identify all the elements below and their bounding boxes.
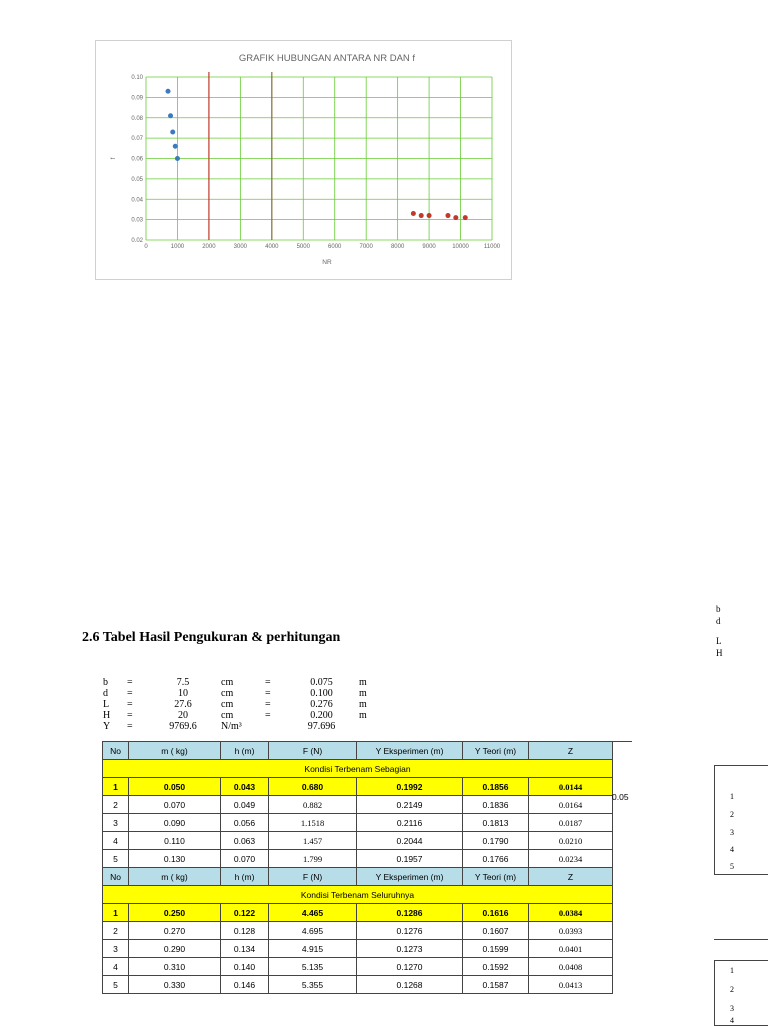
column-header: Y Teori (m) [463,742,529,760]
param-unit-m: m [359,688,367,699]
y-tick-label: 0.05 [131,176,143,183]
right-label: b [716,604,721,614]
x-tick-label: 8000 [390,244,405,250]
param-unit-cm: cm [221,677,234,688]
cell-z: 0.0144 [529,778,613,796]
section-title: Kondisi Terbenam Sebagian [103,760,613,778]
cell-y-exp: 0.1286 [357,904,463,922]
table-row [103,778,613,796]
chart-title: GRAFIK HUBUNGAN ANTARA NR DAN f [238,53,416,64]
param-unit-cm: cm [221,710,234,721]
cell-force: 4.915 [269,940,357,958]
cell-mass: 0.330 [129,976,221,994]
cell-mass: 0.310 [129,958,221,976]
x-tick-label: 10000 [452,244,469,250]
cell-y-theory: 0.1856 [463,778,529,796]
cell-no: 3 [103,940,129,958]
param-symbol: Y [103,721,111,732]
data-point [445,213,450,218]
param-symbol: H [103,710,111,721]
param-unit-m: m [359,699,367,710]
cell-h: 0.063 [221,832,269,850]
x-tick-label: 11000 [483,244,501,250]
cell-mass: 0.290 [129,940,221,958]
cell-force: 1.1518 [269,814,357,832]
section-row [103,886,613,904]
data-point [411,211,416,216]
results-table [102,741,613,994]
param-value-m: 0.075 [310,677,333,688]
table-row [103,832,613,850]
cell-y-exp: 0.2044 [357,832,463,850]
param-value-cm: 10 [178,688,188,699]
cutoff-table-2 [714,960,768,1026]
cell-mass: 0.090 [129,814,221,832]
cell-z: 0.0234 [529,850,613,868]
cell-y-theory: 0.1616 [463,904,529,922]
y-tick-label: 0.07 [131,136,143,143]
cell-y-exp: 0.1992 [357,778,463,796]
x-tick-label: 2000 [202,244,216,250]
cell-y-exp: 0.1957 [357,850,463,868]
cell-mass: 0.250 [129,904,221,922]
column-header: F (N) [269,742,357,760]
data-point [166,89,171,94]
cell-no: 1 [103,778,129,796]
y-tick-label: 0.04 [131,197,143,204]
cell-force: 5.135 [269,958,357,976]
table-edge-line [612,741,632,742]
cell-y-exp: 0.1270 [357,958,463,976]
x-tick-label: 0 [144,244,148,250]
cell-y-exp: 0.2149 [357,796,463,814]
cell-mass: 0.070 [129,796,221,814]
cell-h: 0.043 [221,778,269,796]
cell-no: 5 [103,976,129,994]
cell-y-theory: 0.1592 [463,958,529,976]
cell-h: 0.049 [221,796,269,814]
column-header: h (m) [221,742,269,760]
cell-force: 1.457 [269,832,357,850]
table-row [103,940,613,958]
cell-mass: 0.270 [129,922,221,940]
cell-y-theory: 0.1766 [463,850,529,868]
cell-no: 2 [103,796,129,814]
x-tick-label: 7000 [359,244,373,250]
cell-y-exp: 0.1276 [357,922,463,940]
cell-force: 4.465 [269,904,357,922]
param-equals: = [265,710,271,721]
y-tick-label: 0.03 [131,217,143,224]
x-tick-label: 9000 [422,244,436,250]
cutoff-table-1 [714,765,768,875]
column-header: F (N) [269,868,357,886]
table-header-row [103,868,613,886]
cell-h: 0.070 [221,850,269,868]
section-heading: 2.6 Tabel Hasil Pengukuran & perhitungan [82,630,341,645]
cell-no: 4 [103,958,129,976]
cell-z: 0.0164 [529,796,613,814]
x-axis-label: NR [322,259,332,266]
param-value-cm: 9769.6 [169,721,197,732]
cell-force: 1.799 [269,850,357,868]
right-label: H [716,648,723,658]
cell-h: 0.056 [221,814,269,832]
param-equals: = [265,688,271,699]
param-value-cm: 20 [178,710,188,721]
y-tick-label: 0.08 [131,115,143,122]
param-unit-m: m [359,710,367,721]
data-point [168,113,173,118]
param-symbol: L [103,699,110,710]
y-tick-label: 0.09 [131,95,143,102]
cell-no: 2 [103,922,129,940]
side-note: 0.05 [612,792,629,802]
table-row [103,976,613,994]
right-label: d [716,616,721,626]
x-tick-label: 3000 [233,244,248,250]
cell-force: 0.680 [269,778,357,796]
column-header: Y Teori (m) [463,868,529,886]
param-equals: = [127,721,133,732]
cell-y-exp: 0.2116 [357,814,463,832]
param-value-m: 97.696 [307,721,336,732]
cell-y-exp: 0.1273 [357,940,463,958]
cell-y-theory: 0.1836 [463,796,529,814]
cell-z: 0.0393 [529,922,613,940]
cell-h: 0.146 [221,976,269,994]
y-axis-label: f [110,157,117,160]
cell-y-theory: 0.1790 [463,832,529,850]
cell-mass: 0.050 [129,778,221,796]
cell-y-exp: 0.1268 [357,976,463,994]
param-equals: = [127,688,133,699]
data-point [453,215,458,220]
param-equals: = [127,699,133,710]
param-unit-cm: N/m³ [221,721,242,732]
cell-z: 0.0413 [529,976,613,994]
cell-mass: 0.110 [129,832,221,850]
data-point [173,144,178,149]
column-header: Z [529,868,613,886]
cell-h: 0.134 [221,940,269,958]
y-tick-label: 0.02 [131,238,143,244]
param-value-m: 0.276 [310,699,333,710]
param-equals: = [265,677,271,688]
cell-h: 0.122 [221,904,269,922]
cell-force: 4.695 [269,922,357,940]
cell-z: 0.0408 [529,958,613,976]
param-equals: = [265,699,271,710]
cell-z: 0.0384 [529,904,613,922]
data-point [170,130,175,135]
cell-no: 4 [103,832,129,850]
x-tick-label: 1000 [170,244,185,250]
cell-no: 1 [103,904,129,922]
data-point [463,215,468,220]
column-header: No [103,868,129,886]
x-tick-label: 4000 [265,244,279,250]
table-row [103,904,613,922]
section-title: Kondisi Terbenam Seluruhnya [103,886,613,904]
cell-no: 3 [103,814,129,832]
param-symbol: b [103,677,108,688]
table-row [103,958,613,976]
x-tick-label: 6000 [328,244,342,250]
column-header: m ( kg) [129,868,221,886]
table-row [103,850,613,868]
right-label: L [716,636,722,646]
cell-mass: 0.130 [129,850,221,868]
param-symbol: d [103,688,108,699]
cell-y-theory: 0.1599 [463,940,529,958]
data-point [419,213,424,218]
param-unit-cm: cm [221,699,234,710]
cell-z: 0.0401 [529,940,613,958]
column-header: Z [529,742,613,760]
table-row [103,796,613,814]
friction-chart [95,40,512,280]
param-unit-cm: cm [221,688,234,699]
section-row [103,760,613,778]
column-header: Y Eksperimen (m) [357,868,463,886]
cell-force: 0.882 [269,796,357,814]
param-equals: = [127,677,133,688]
chart-svg [96,41,511,279]
param-value-cm: 27.6 [174,699,192,710]
cell-h: 0.128 [221,922,269,940]
cell-y-theory: 0.1813 [463,814,529,832]
column-header: No [103,742,129,760]
cell-z: 0.0187 [529,814,613,832]
param-equals: = [127,710,133,721]
table-row [103,814,613,832]
cell-h: 0.140 [221,958,269,976]
cell-no: 5 [103,850,129,868]
param-value-m: 0.200 [310,710,333,721]
param-unit-m: m [359,677,367,688]
data-point [175,156,180,161]
column-header: Y Eksperimen (m) [357,742,463,760]
param-value-cm: 7.5 [176,677,190,688]
table-header-row [103,742,613,760]
y-tick-label: 0.06 [131,156,143,163]
column-header: m ( kg) [129,742,221,760]
column-header: h (m) [221,868,269,886]
cell-y-theory: 0.1587 [463,976,529,994]
data-point [427,213,432,218]
y-tick-label: 0.10 [131,75,143,81]
cell-z: 0.0210 [529,832,613,850]
param-value-m: 0.100 [310,688,333,699]
table-edge-line [714,939,768,940]
cell-y-theory: 0.1607 [463,922,529,940]
table-row [103,922,613,940]
cell-force: 5.355 [269,976,357,994]
x-tick-label: 5000 [296,244,310,250]
